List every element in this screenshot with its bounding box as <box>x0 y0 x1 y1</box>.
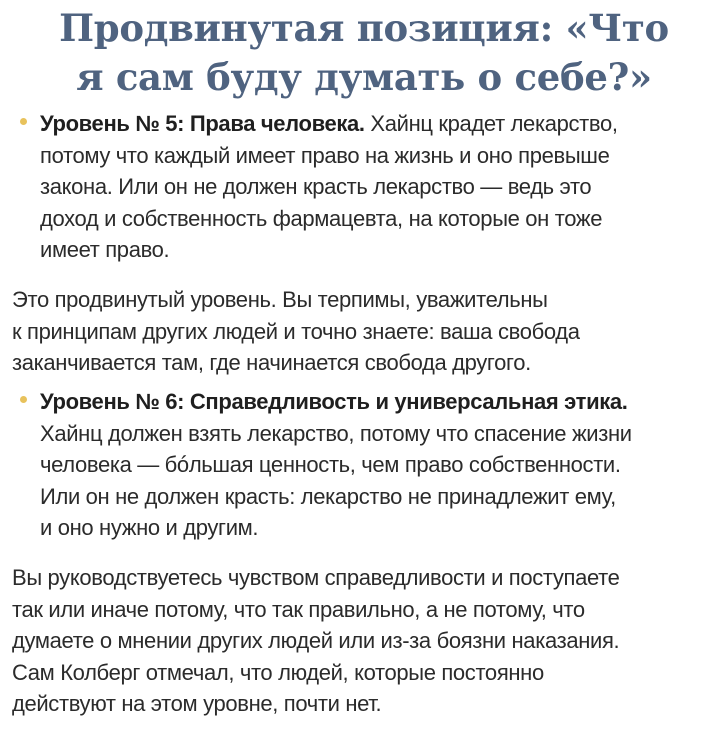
paragraph-line: действуют на этом уровне, почти нет. <box>12 691 382 716</box>
page-title <box>20 4 708 102</box>
bullet-line: Или он не должен красть: лекарство не принадлежит ему, <box>40 483 616 509</box>
bullet-lead: Уровень № 6: Справедливость и универсальная этика. <box>40 389 628 414</box>
paragraph-line: Сам Колберг отмечал, что людей, которые постоянно <box>12 659 544 685</box>
bullet-line: доход и собственность фармацевта, на которые он тоже <box>40 205 603 231</box>
bullet-line: человека — бóльшая ценность, чем право собственности. <box>40 452 621 477</box>
paragraph-justice <box>12 562 720 720</box>
bullet-line: и оно нужно и другим. <box>40 515 259 540</box>
bullet-dot-icon <box>20 396 27 403</box>
paragraph-line: заканчивается там, где начинается свобода другого. <box>12 350 531 375</box>
paragraph-advanced-level <box>12 284 720 379</box>
paragraph-line: Это продвинутый уровень. Вы терпимы, уважительны <box>12 287 548 312</box>
title-line-2: я сам буду думать о себе?» <box>76 55 652 99</box>
bullet-level-6 <box>40 386 720 544</box>
paragraph-line: так или иначе потому, что так правильно, а не потому, что <box>12 596 585 622</box>
bullet-lead: Уровень № 5: Права человека. <box>40 111 365 136</box>
paragraph-line: думаете о мнении других людей или из-за боязни наказания. <box>12 628 620 653</box>
paragraph-line: Вы руководствуетесь чувством справедливости и поступаете <box>12 565 620 590</box>
paragraph-line: к принципам других людей и точно знаете: ваша свобода <box>12 318 580 344</box>
bullet-line: имеет право. <box>40 237 170 262</box>
bullet-line: Хайнц должен взять лекарство, потому что спасение жизни <box>40 420 632 446</box>
bullet-line: закона. Или он не должен красть лекарство — ведь это <box>40 174 592 199</box>
title-line-1: Продвинутая позиция: «Что <box>59 6 669 50</box>
bullet-dot-icon <box>20 118 27 125</box>
bullet-line-rest: Хайнц крадет лекарство, <box>364 111 618 136</box>
bullet-line <box>40 108 720 140</box>
bullet-line: потому что каждый имеет право на жизнь и оно превыше <box>40 142 610 168</box>
bullet-level-5 <box>40 108 720 266</box>
